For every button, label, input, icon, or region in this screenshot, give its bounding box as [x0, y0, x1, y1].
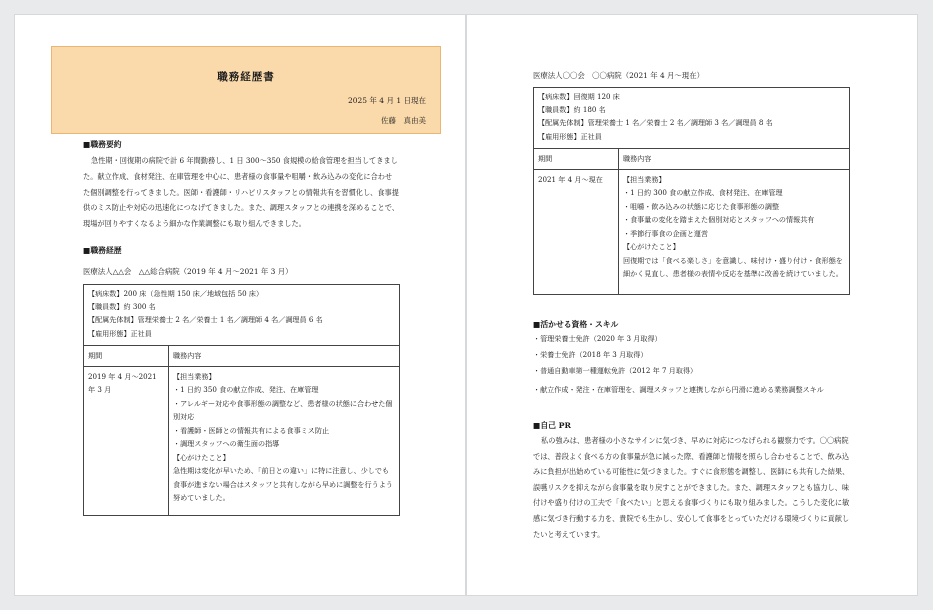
org2-focus-heading: 【心がけたこと】 — [623, 242, 680, 252]
org1-duty-heading: 【担当業務】 — [173, 371, 216, 381]
org2-header-row — [534, 148, 850, 169]
document-page-left — [14, 14, 466, 596]
document-page-right — [466, 14, 918, 596]
org1-team: 【配属先体制】管理栄養士 2 名／栄養士 1 名／調理師 4 名／調理員 6 名 — [88, 315, 323, 325]
applicant-name: 佐藤 真由美 — [381, 116, 426, 125]
org2-table — [533, 87, 850, 295]
org1-focus-heading: 【心がけたこと】 — [173, 452, 230, 462]
history-heading: ■職務経歴 — [83, 246, 122, 255]
skill-item: ・献立作成・発注・在庫管理を、調理スタッフと連携しながら円滑に進める業務調整スキル — [533, 385, 824, 394]
org2-duty-item: ・1 日約 300 食の献立作成、食材発注、在庫管理 — [623, 188, 783, 198]
org2-col-duties: 職務内容 — [619, 148, 850, 169]
org1-duty-item: ・アレルギー対応や食事形態の調整など、患者様の状態に合わせた個別対応 — [173, 398, 393, 422]
org2-period: 2021 年 4 月～現在 — [534, 169, 619, 294]
org2-body-row — [534, 169, 850, 294]
org1-duty-item: ・1 日約 350 食の献立作成、発注、在庫管理 — [173, 385, 319, 395]
org2-duty-heading: 【担当業務】 — [623, 174, 666, 184]
org2-staff: 【職員数】約 180 名 — [538, 105, 606, 115]
org2-line: 医療法人〇〇会 〇〇病院（2021 年 4 月～現在） — [533, 71, 704, 80]
title-block — [51, 46, 441, 134]
skill-item: ・普通自動車第一種運転免許（2012 年 7 月取得） — [533, 366, 698, 375]
org1-duty-item: ・看護師・医師との情報共有による食事ミス防止 — [173, 425, 330, 435]
summary-text: 急性期・回復期の病院で計 6 年間勤務し、1 日 300～350 食規模の給食管理を担当してきました。献立作成、食材発注、在庫管理を中心に、患者様の食事量や咀嚼・飲み込みの変化に合わせた個別調整を行ってきました。医師・看護師・リハビリスタッフとの情報共有を習慣化し、食事提供のミス防止や対応の迅速化につなげてきました。また、調理スタッフとの連携を深めることで、現場が回りやすくなるよう細かな作業調整にも取り組んできました。 — [83, 156, 399, 229]
org2-info-row — [534, 88, 850, 149]
org1-focus-text: 急性期は変化が早いため、「前日との違い」に特に注意し、少しでも食事が進まない場合はスタッフと共有しながら早めに調整を行うよう努めていました。 — [173, 466, 393, 503]
org2-team: 【配属先体制】管理栄養士 1 名／栄養士 2 名／調理師 3 名／調理員 8 名 — [538, 118, 773, 128]
org2-employment: 【雇用形態】正社員 — [538, 131, 602, 141]
org1-col-duties: 職務内容 — [169, 345, 400, 366]
pr-text: 私の強みは、患者様の小さなサインに気づき、早めに対応につなげられる観察力です。〇〇病院では、普段よく食べる方の食事量が急に減った際、看護師と情報を照らし合わせることで、飲み込みに負担が出始めている可能性に気づきました。すぐに食形態を調整し、医師にも共有した結果、誤嚥リスクを抑えながら食事量を取り戻すことができました。また、調理スタッフとも協力し、味付けや盛り付けの工夫で「食べたい」と思える食事づくりにも取り組みました。こうした変化に敏感に気づき行動する力を、貴院でも生かし、安心して食事をとっていただける環境づくりに貢献したいと考えています。 — [533, 436, 850, 539]
skills-heading: ■活かせる資格・スキル — [533, 320, 619, 329]
org1-header-row — [84, 345, 400, 366]
org1-period: 2019 年 4 月～2021 年 3 月 — [84, 366, 169, 515]
org2-col-period: 期間 — [534, 148, 619, 169]
org2-duty-item: ・季節行事食の企画と運営 — [623, 228, 709, 238]
org1-line: 医療法人△△会 △△総合病院（2019 年 4 月～2021 年 3 月） — [83, 267, 293, 276]
skill-item: ・管理栄養士免許（2020 年 3 月取得） — [533, 334, 662, 343]
org1-employment: 【雇用形態】正社員 — [88, 328, 152, 338]
org1-staff: 【職員数】約 300 名 — [88, 302, 156, 312]
document-title: 職務経歴書 — [217, 71, 275, 83]
org1-beds: 【病床数】200 床（急性期 150 床／地域包括 50 床） — [88, 289, 264, 298]
org2-duty-item: ・咀嚼・飲み込みの状態に応じた食事形態の調整 — [623, 201, 780, 211]
summary-heading: ■職務要約 — [83, 140, 122, 149]
org1-col-period: 期間 — [84, 345, 169, 366]
org2-duty-item: ・食事量の変化を踏まえた個別対応とスタッフへの情報共有 — [623, 215, 815, 225]
document-date: 2025 年 4 月 1 日現在 — [347, 96, 426, 105]
skill-item: ・栄養士免許（2018 年 3 月取得） — [533, 350, 648, 359]
org1-info-row — [84, 285, 400, 346]
org1-duty-item: ・調理スタッフへの衛生面の指導 — [173, 439, 280, 449]
org2-beds: 【病床数】回復期 120 床 — [538, 92, 620, 101]
org1-table — [83, 284, 400, 516]
org2-focus-text: 回復期では「食べる楽しさ」を意識し、味付け・盛り付け・食形態を細かく見直し、患者様の表情や反応を基準に改善を続けていました。 — [623, 255, 843, 279]
pr-heading: ■自己 PR — [533, 421, 572, 430]
org1-body-row — [84, 366, 400, 515]
